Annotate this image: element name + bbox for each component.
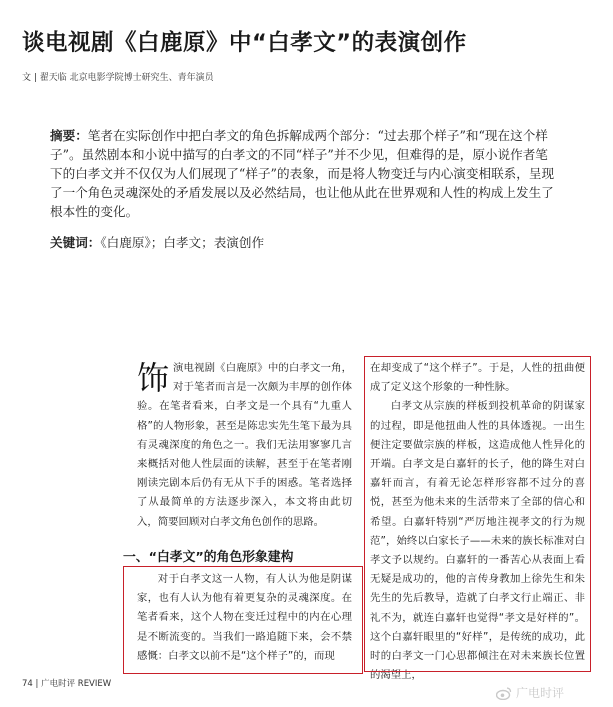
article-title: 谈电视剧《白鹿原》中“白孝文”的表演创作 [22, 30, 467, 56]
watermark-text: 广电时评 [516, 686, 565, 700]
author-byline: 文 | 翟天临 北京电影学院博士研究生、青年演员 [22, 73, 214, 83]
abstract-text: 笔者在实际创作中把白孝文的角色拆解成两个部分：“过去那个样子”和“现在这个样子”。虽然剧本和小说中描写的白孝文的不同“样子”并不少见，但难得的是，原小说作者笔下的白孝文并不仅仅为人们展现了“样子”的表象，而是将人物变迁与内心演变相联系，呈现了一个角色灵魂深处的矛盾发展以及必然结局，也让他从此在世界观和人性的构成上发生了根本性的变化。 [50, 128, 555, 219]
section-heading: 一、“白孝文”的角色形象建构 [123, 550, 294, 565]
abstract [50, 126, 560, 221]
highlight-box-left [123, 566, 363, 674]
watermark [496, 684, 564, 701]
highlight-box-right [364, 356, 591, 672]
page-footer: 74 | 广电时评 REVIEW [22, 679, 112, 689]
dropcap: 饰 [137, 359, 170, 397]
abstract-label: 摘要： [50, 128, 88, 143]
left-boxed-paragraph: 对于白孝文这一人物，有人认为他是阴谋家，也有人认为他有着更复杂的灵魂深度。在笔者看来，这个人物在变迁过程中的内在心理是不断流变的。当我们一路追随下来，会不禁感慨：白孝文以前不是“这个样子”的，而现 [137, 573, 352, 662]
keywords-text: 《白鹿原》；白孝文；表演创作 [100, 235, 265, 250]
intro-paragraph [137, 359, 352, 532]
right-paragraph-1: 在却变成了“这个样子”。于是，人性的扭曲便成了定义这个形象的一种性脉。 [370, 362, 585, 394]
right-paragraph-2: 白孝文从宗族的样板到投机革命的阴谋家的过程，即是他扭曲人性的具体透视。一出生便注定要做宗族的样板，这造成他人性异化的开端。白孝文是白嘉轩的长子，他的降生对白嘉轩而言，有着无论怎样形容都不过分的喜悦，甚至为他未来的生活带来了全部的信心和希望。白嘉轩特别“严厉地注视孝文的行为规范”，始终以白家长子——未来的族长标准对白孝文予以规约。白嘉轩的一番苦心从表面上看无疑是成功的，他的言传身教加上徐先生和朱先生的先后教导，造就了白孝文行止端正、非礼不为，就连白嘉轩也觉得“孝文是好样的”。这个白嘉轩眼里的“好样”，是传统的成功，此时的白孝文一门心思都倾注在对未来族长位置的渴望上， [370, 400, 585, 682]
keywords [50, 233, 560, 252]
weibo-icon [496, 686, 512, 700]
keywords-label: 关键词： [50, 235, 101, 250]
intro-text: 演电视剧《白鹿原》中的白孝文一角，对于笔者而言是一次颇为丰厚的创作体验。在笔者看来，白孝文是一个具有“九重人格”的人物形象，甚至是陈忠实先生笔下最为具有灵魂深度的角色之一。我们无法用寥寥几言来概括对他人性层面的读解，甚至于在笔者刚刚读完剧本后仍有无从下手的困惑。笔者选择了从最简单的方法逐步深入，本文将由此切入，简要回顾对白孝文角色创作的思路。 [137, 362, 352, 528]
